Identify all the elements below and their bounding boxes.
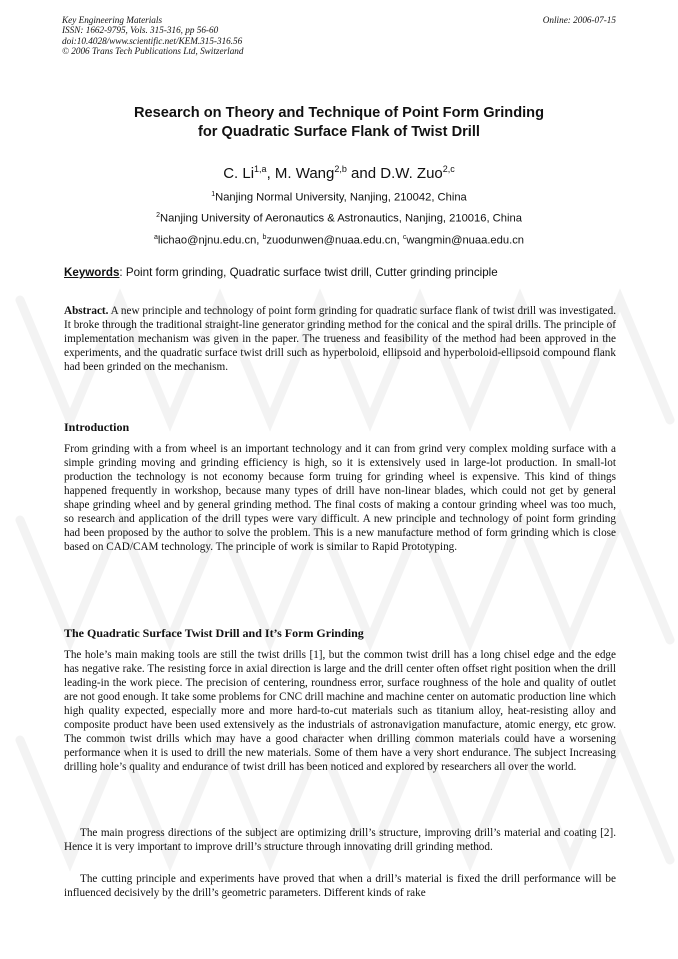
email-link[interactable]: wangmin@nuaa.edu.cn — [406, 234, 525, 247]
keywords-label: Keywords — [64, 266, 120, 279]
abstract-label: Abstract. — [64, 305, 109, 317]
author-sup: 2,c — [442, 164, 455, 174]
author-name: D.W. Zuo — [380, 165, 443, 182]
section-paragraph-3: The cutting principle and experiments have proved that when a drill’s material is fixed the drill performance will be influenced decisively by the drill’s geometric parameters. Different kinds of rake — [64, 873, 616, 900]
issn-line: ISSN: 1662-9795, Vols. 315-316, pp 56-60 — [62, 25, 219, 36]
keywords — [64, 266, 616, 280]
affiliation-1 — [62, 188, 616, 205]
journal-name: Key Engineering Materials — [62, 15, 163, 25]
introduction-paragraph: From grinding with a from wheel is an important technology and it can from grind very complex molding surface with a simple grinding moving and grinding efficiency is high, so it is extensively used in large-lot production. In small-lot production the technology is not economy because form truing for grinding wheel is expensive. This kind of things happened frequently in workshop, because many types of drill have non-linear blades, which could not get by general shape grinding wheel and by general grinding method. The final costs of making a contour grinding wheel was too much, so research and application of the drill types were vary difficult. A new principle and technology of point form grinding had been proposed by the author to solve the problem. This is a new manufacture method of form grinding which is close based on CAD/CAM technology. The principle of work is similar to Rapid Prototyping. — [64, 443, 616, 554]
email-link[interactable]: lichao@njnu.edu.cn, — [157, 234, 263, 247]
copyright-line: © 2006 Trans Tech Publications Ltd, Switzerland — [62, 46, 244, 57]
author-sup: 1,a — [254, 164, 267, 174]
section-heading-quadratic-surface: The Quadratic Surface Twist Drill and It’s Form Grinding — [64, 626, 364, 640]
affiliation-text: Nanjing Normal University, Nanjing, 210042, China — [215, 191, 467, 204]
author-list — [62, 160, 616, 183]
affiliation-2 — [62, 209, 616, 226]
author-name: C. Li — [223, 165, 255, 182]
affiliation-text: Nanjing University of Aeronautics & Astronautics, Nanjing, 210016, China — [159, 212, 522, 225]
introduction-heading: Introduction — [64, 420, 130, 434]
online-date: Online: 2006-07-15 — [542, 15, 616, 25]
author-sup: 2,b — [334, 164, 347, 174]
title-line-1: Research on Theory and Technique of Point Form Grinding — [133, 105, 544, 121]
affiliation-sup: 2 — [156, 212, 160, 219]
author-name: M. Wang — [274, 165, 335, 182]
email-sup: a — [153, 234, 158, 241]
email-link[interactable]: zuodunwen@nuaa.edu.cn, — [266, 234, 403, 247]
author-separator: , — [266, 165, 275, 182]
doi-line[interactable]: doi:10.4028/www.scientific.net/KEM.315-316.56 — [62, 35, 243, 46]
section-paragraph-1: The hole’s main making tools are still the twist drills [1], but the common twist drill has a long chisel edge and the edge has negative rake. The resisting force in axial direction is large and the drill center often offset right position when the drill leading-in the work piece. The precision of centering, roundness error, surface roughness of the hole and quality of outlet are not good enough. It take some problems for CNC drill machine and machine center on automatic production line which high quality expected, especially more and more hard-to-cut materials such as titanium alloy, heat-resisting alloy and composite product have been used extensively as the industrials of astronavigation manufacture, atomic energy, etc grow. The common twist drills which may have a good character when drilling common materials could have a worsening performance when it is used to drill the new materials. Some of them have a very short endurance. The subject Increasing drilling hole’s quality and endurance of twist drill has been noticed and explored by researchers all over the world. — [64, 649, 616, 774]
keywords-text: : Point form grinding, Quadratic surface twist drill, Cutter grinding principle — [119, 266, 498, 279]
email-line — [62, 231, 616, 248]
journal-header — [62, 15, 616, 57]
email-sup: b — [262, 234, 267, 241]
author-separator: and — [346, 165, 381, 182]
abstract-text: A new principle and technology of point form grinding for quadratic surface flank of twist drill was investigated. It broke through the traditional straight-line generator grinding method for the conical and the spiral drills. The principle of implementation mechanism was given in the paper. The trueness and feasibility of the method had been approved in the experiments, and the quadratic surface twist drill such as hyperboloid, ellipsoid and hyperboloid-ellipsoid compound flank had been grinded on the mechanism. — [64, 305, 616, 374]
section-paragraph-2: The main progress directions of the subject are optimizing drill’s structure, improving drill’s material and coating [2]. Hence it is very important to improve drill’s structure through innovating drill grinding method. — [64, 827, 616, 854]
abstract — [64, 304, 616, 374]
affiliation-sup: 1 — [211, 191, 216, 198]
title-line-2: for Quadratic Surface Flank of Twist Drill — [198, 124, 480, 140]
paper-title — [62, 104, 616, 142]
email-sup: c — [402, 234, 407, 241]
